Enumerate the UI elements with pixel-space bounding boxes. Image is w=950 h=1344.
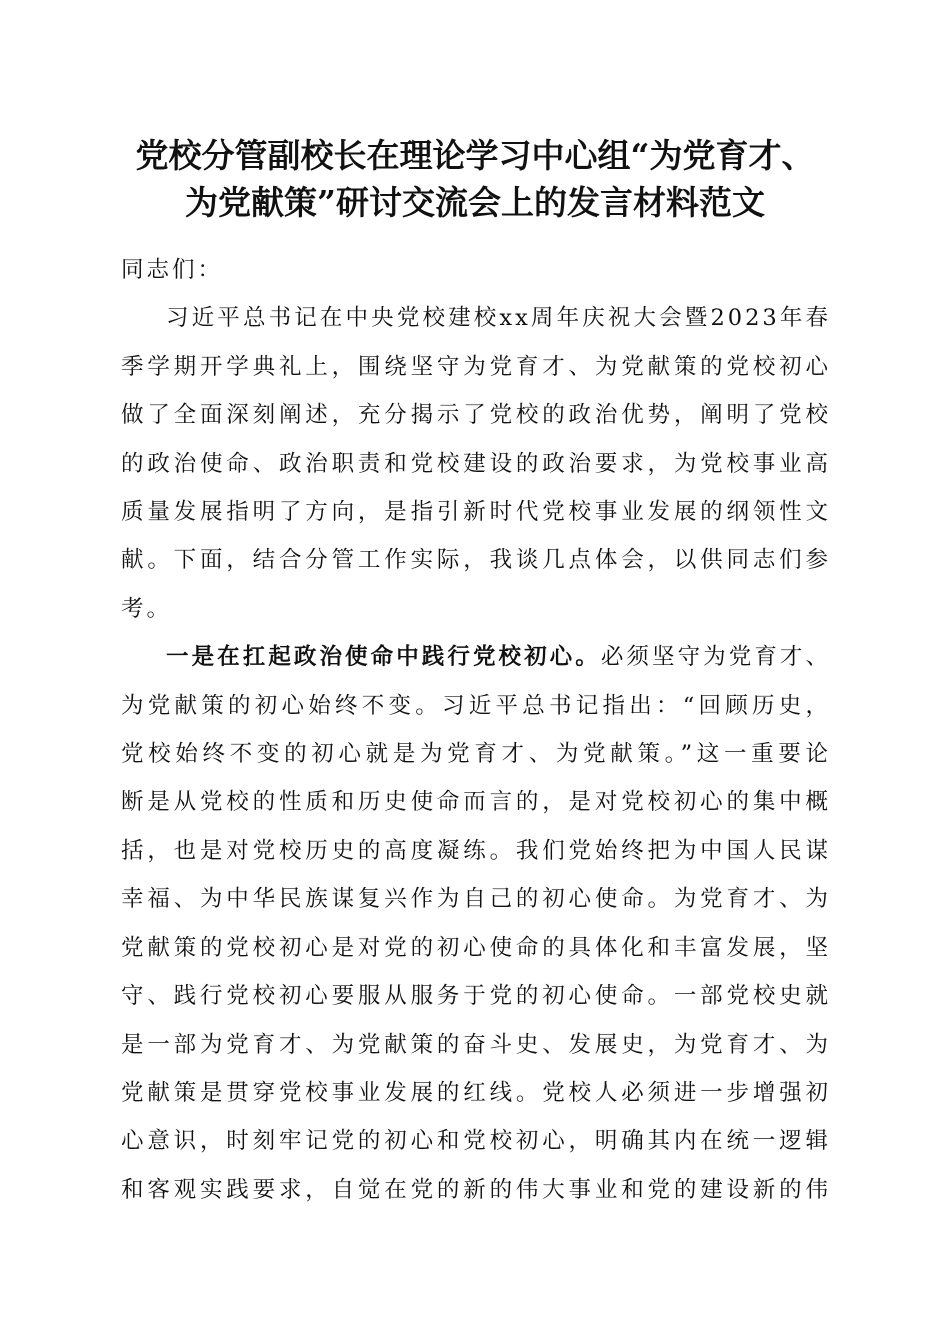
paragraph-2-line: 断是从党校的性质和历史使命而言的，是对党校初心的集中概	[121, 789, 831, 816]
salutation: 同志们：	[121, 257, 224, 283]
paragraph-2-line: 为党献策的初心始终不变。习近平总书记指出：“回顾历史，	[121, 692, 831, 719]
paragraph-1	[121, 294, 831, 633]
paragraph-2-line: 党校始终不变的初心就是为党育才、为党献策。”这一重要论	[121, 741, 831, 768]
paragraph-2-line: 是一部为党育才、为党献策的奋斗史、发展史，为党育才、为	[121, 1031, 831, 1058]
title-line-1: 党校分管副校长在理论学习中心组“为党育才、	[135, 136, 815, 175]
paragraph-2	[121, 633, 831, 1214]
paragraph-1-line: 做了全面深刻阐述，充分揭示了党校的政治优势，阐明了党校	[121, 402, 831, 429]
paragraph-1-line: 习近平总书记在中央党校建校xx周年庆祝大会暨2023年春	[166, 305, 831, 332]
paragraph-2-line: 守、践行党校初心要服从服务于党的初心使命。一部党校史就	[121, 983, 831, 1010]
paragraph-2-line: 幸福、为中华民族谋复兴作为自己的初心使命。为党育才、为	[121, 886, 831, 913]
paragraph-2-line: 党献策是贯穿党校事业发展的红线。党校人必须进一步增强初	[121, 1079, 831, 1106]
paragraph-2-first-line	[121, 633, 831, 681]
paragraph-1-line: 的政治使命、政治职责和党校建设的政治要求，为党校事业高	[121, 450, 831, 477]
paragraph-2-line: 括，也是对党校历史的高度凝练。我们党始终把为中国人民谋	[121, 837, 831, 864]
paragraph-1-line: 献。下面，结合分管工作实际，我谈几点体会，以供同志们参	[121, 547, 831, 574]
document-title	[100, 132, 850, 226]
paragraph-2-heading: 一是在扛起政治使命中践行党校初心。	[166, 644, 601, 671]
paragraph-2-line: 心意识，时刻牢记党的初心和党校初心，明确其内在统一逻辑	[121, 1128, 831, 1155]
paragraph-2-line: 党献策的党校初心是对党的初心使命的具体化和丰富发展，坚	[121, 934, 831, 961]
paragraph-2-first-rest: 必须坚守为党育才、	[600, 644, 831, 671]
paragraph-2-line: 和客观实践要求，自觉在党的新的伟大事业和党的建设新的伟	[121, 1176, 831, 1203]
paragraph-1-line: 季学期开学典礼上，围绕坚守为党育才、为党献策的党校初心	[121, 353, 831, 380]
document-body	[121, 246, 831, 1214]
paragraph-1-line: 质量发展指明了方向，是指引新时代党校事业发展的纲领性文	[121, 499, 831, 526]
title-line-2: 为党献策”研讨交流会上的发言材料范文	[185, 183, 765, 222]
paragraph-1-line: 考。	[121, 595, 173, 622]
